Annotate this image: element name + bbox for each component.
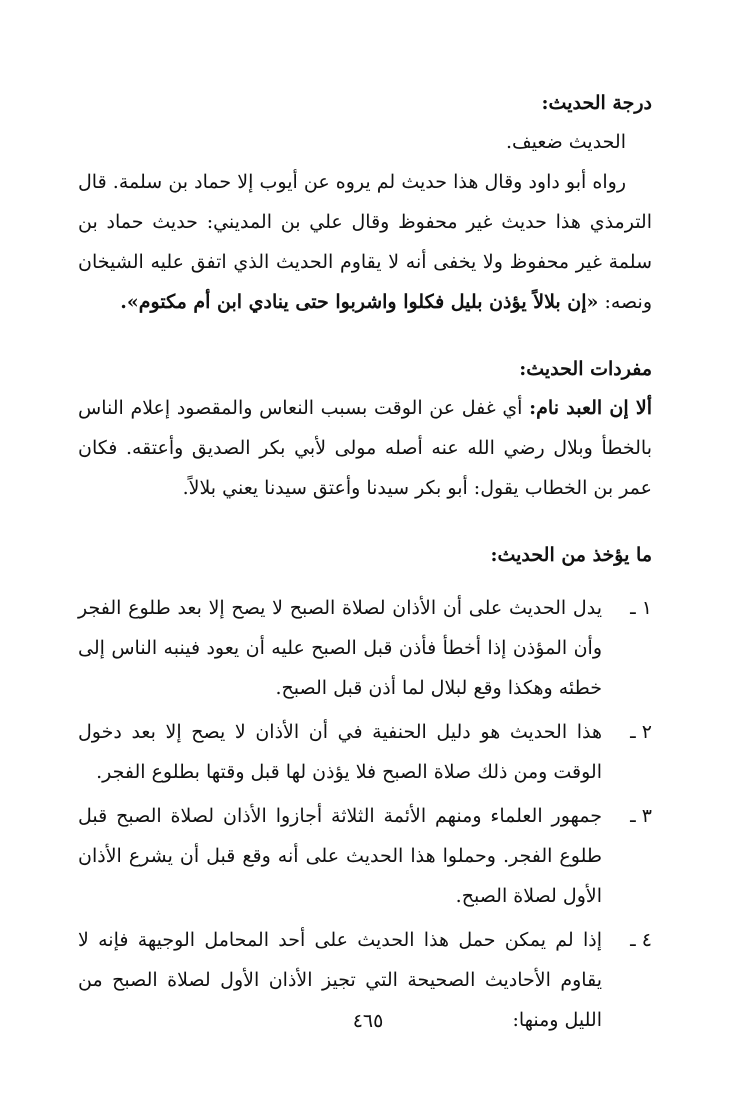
list-item: [78, 712, 652, 792]
list-item-number: ١ ـ: [630, 597, 652, 619]
page-content: [78, 84, 652, 1044]
hadith-quote: «إن بلالاً يؤذن بليل فكلوا واشربوا حتى ينادي ابن أم مكتوم».: [120, 291, 599, 313]
list-item-text: هذا الحديث هو دليل الحنفية في أن الأذان لا يصح إلا بعد دخول الوقت ومن ذلك صلاة الصبح فلا يؤذن لها قبل وقتها بطلوع الفجر.: [78, 721, 602, 783]
list-item-text: يدل الحديث على أن الأذان لصلاة الصبح لا يصح إلا بعد طلوع الفجر وأن المؤذن إذا أخطأ فأذن قبل الصبح عليه أن يعود فينبه الناس إلى خطئه وهكذا وقع لبلال لما أذن قبل الصبح.: [78, 597, 602, 699]
grade-heading: درجة الحديث:: [541, 92, 652, 114]
grade-body-text: رواه أبو داود وقال هذا حديث لم يروه عن أيوب إلا حماد بن سلمة. قال الترمذي هذا حديث غير محفوظ وقال علي بن المديني: حديث حماد بن سلمة غير محفوظ ولا يخفى أنه لا يقاوم الحديث الذي اتفق عليه الشيخان ونصه:: [78, 171, 652, 313]
grade-verdict: الحديث ضعيف.: [505, 131, 626, 153]
list-item-number: ٤ ـ: [630, 929, 652, 951]
lessons-heading: ما يؤخذ من الحديث:: [490, 544, 652, 566]
vocabulary-term: ألا إن العبد نام:: [529, 397, 652, 419]
list-item-text: جمهور العلماء ومنهم الأئمة الثلاثة أجازوا الأذان لصلاة الصبح قبل طلوع الفجر. وحملوا هذا الحديث على أنه وقع قبل أن يشرع الأذان الأول لصلاة الصبح.: [78, 805, 602, 907]
grade-body: [78, 162, 652, 322]
list-item-text: إذا لم يمكن حمل هذا الحديث على أحد المحامل الوجيهة فإنه لا يقاوم الأحاديث الصحيحة التي تجيز الأذان الأول لصلاة الصبح من الليل ومنها:: [78, 929, 602, 1031]
list-item: [78, 796, 652, 916]
list-item-number: ٣ ـ: [630, 805, 652, 827]
list-item: [78, 588, 652, 708]
list-item-number: ٢ ـ: [630, 721, 652, 743]
page-number: ٤٦٥: [352, 1010, 384, 1032]
vocabulary-definition: أي غفل عن الوقت بسبب النعاس والمقصود إعلام الناس بالخطأ وبلال رضي الله عنه أصله مولى لأبي بكر الصديق وأعتقه. فكان عمر بن الخطاب يقول: أبو بكر سيدنا وأعتق سيدنا يعني بلالاً.: [78, 397, 652, 499]
vocabulary-heading: مفردات الحديث:: [519, 358, 652, 380]
vocabulary-body: [78, 388, 652, 508]
